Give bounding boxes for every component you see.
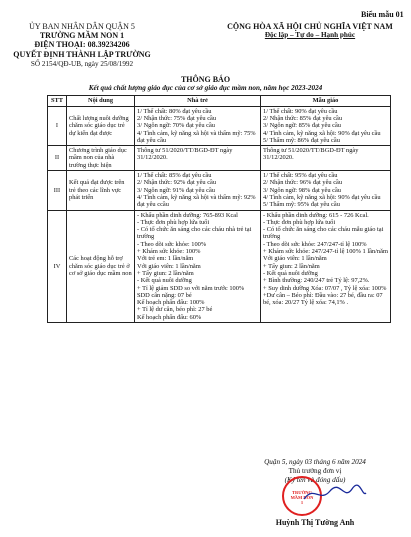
row-nha-tre-cell — [135, 106, 261, 145]
cell-line: Thông tư 51/2020/TT/BGD-ĐT ngày 31/12/2020. — [263, 147, 359, 162]
header-mau-giao: Mẫu giáo — [261, 96, 391, 107]
cell-line: Với giáo viên: 1 lần/năm — [263, 255, 327, 263]
cell-line: - Kết quả nuôi dưỡng — [263, 269, 318, 277]
signing-date: Quận 5, ngày 03 tháng 6 năm 2024 — [264, 458, 366, 466]
row-mau-giao-cell — [261, 210, 391, 322]
cell-line: SDD cân nặng: 07 bé — [137, 291, 192, 299]
quality-results-table — [47, 95, 391, 323]
cell-line: + Bình thường: 240/247 trẻ Tỷ lệ: 97,2%. — [263, 277, 370, 285]
row-content: Chương trình giáo dục mầm non của nhà trường thực hiện — [67, 146, 135, 171]
header-content: Nội dung — [67, 96, 135, 107]
cell-line: + Khám sức khỏe: 100% — [137, 248, 201, 256]
issuer-district: ỦY BAN NHÂN DÂN QUẬN 5 — [29, 22, 135, 31]
cell-line: 2/ Nhận thức: 96% đạt yêu cầu — [263, 179, 343, 187]
cell-line: + Khám sức khỏe: 247/247-tỉ lệ 100% 1 lần/năm — [263, 248, 388, 256]
cell-line: - Có tổ chức ăn sáng cho các cháu mẫu giáo tại trường — [263, 226, 384, 241]
cell-line: +Dư cân – Béo phì: Đầu vào: 27 bé, đầu ra: 07 bé, xóa: 20/27 Tỷ lệ xóa: 74,1% . — [263, 291, 383, 307]
cell-line: Kế hoạch phấn đấu: 60% — [137, 313, 202, 321]
signer-name: Huỳnh Thị Tường Anh — [275, 518, 355, 527]
cell-line: - Theo dõi sức khỏe: 100% — [137, 240, 207, 248]
cell-line: - Kết quả nuôi dưỡng — [137, 277, 192, 285]
cell-line: 3/ Ngôn ngữ: 70% đạt yêu cầu — [137, 122, 216, 130]
sign-note: (Ký tên và đóng dấu) — [284, 476, 346, 484]
issuer-decision: QUYẾT ĐỊNH THÀNH LẬP TRƯỜNG — [13, 50, 151, 59]
row-stt: IV — [48, 210, 67, 322]
row-stt: II — [48, 146, 67, 171]
row-content: Kết quả đạt được trên trẻ theo các lĩnh vực phát triển — [67, 171, 135, 210]
cell-line: Với giáo viên: 1 lần/năm — [137, 262, 201, 270]
issuer-school: TRƯỜNG MẦM NON 1 — [39, 31, 125, 40]
stamp-text: TRƯỜNG MẦM NON 1 — [290, 490, 314, 505]
signature-mark — [300, 483, 370, 505]
cell-line: 1/ Thể chất: 95% đạt yêu cầu — [263, 172, 338, 180]
row-nha-tre-cell — [135, 146, 261, 171]
cell-line: + Tẩy giun: 2 lần/năm — [263, 262, 320, 270]
cell-line: - Có tổ chức ăn sáng cho các cháu nhà trẻ tại trường — [137, 226, 252, 241]
cell-line: 2/ Nhận thức: 75% đạt yêu cầu — [137, 114, 217, 122]
cell-line: 5/ Thẩm mỹ: 95% đạt yêu cầu — [263, 201, 340, 209]
nation-motto: Độc lập – Tự do – Hạnh phúc — [264, 31, 356, 39]
issuer-decision-number: SỐ 2154/QĐ-UB, ngày 25/08/1992 — [30, 60, 134, 68]
cell-line: - Thực đơn phù hợp lứa tuổi — [263, 218, 336, 226]
cell-line: - Khẩu phần dinh dưỡng: 615 - 726 Kcal. — [263, 211, 369, 219]
cell-line: 2/ Nhận thức: 92% đạt yêu cầu — [137, 179, 217, 187]
cell-line: 1/ Thể chất: 90% đạt yêu cầu — [263, 107, 338, 115]
cell-line: 3/ Ngôn ngữ: 85% đạt yêu cầu — [263, 122, 342, 130]
header-stt: STT — [48, 96, 67, 107]
row-nha-tre-cell — [135, 171, 261, 210]
form-label: Biểu mẫu 01 — [361, 10, 404, 19]
cell-line: 4/ Tình cảm, kỹ năng xã hội: 90% đạt yêu cầu — [263, 129, 381, 137]
issuer-phone: ĐIỆN THOẠI: 08.39234206 — [34, 40, 130, 49]
cell-line: 4/ Tình cảm, kỹ năng xã hội: 90% đạt yêu cầu — [263, 193, 381, 201]
table-row — [48, 106, 391, 145]
cell-line: Với trẻ em: 1 lần/năm — [137, 255, 194, 263]
row-nha-tre-cell — [135, 210, 261, 322]
header-nha-tre: Nhà trẻ — [135, 96, 261, 107]
row-mau-giao-cell — [261, 171, 391, 210]
table-row — [48, 146, 391, 171]
cell-line: 4/ Tình cảm, kỹ năng xã hội và thẩm mỹ: 92% đạt yêu ccầu — [137, 193, 256, 209]
nation-title: CỘNG HÒA XÃ HỘI CHỦ NGHĨA VIỆT NAM — [227, 22, 393, 31]
cell-line: 1/ Thể chất: 80% đạt yêu cầu — [137, 107, 212, 115]
cell-line: 3/ Ngôn ngữ: 98% đạt yêu cầu — [263, 186, 342, 194]
table-header-row — [48, 96, 391, 107]
row-mau-giao-cell — [261, 106, 391, 145]
cell-line: 1/ Thể chất: 85% đạt yêu cầu — [137, 172, 212, 180]
signer-role: Thủ trưởng đơn vị — [288, 467, 342, 475]
table-row — [48, 210, 391, 322]
cell-line: + Suy dinh dưỡng Xóa: 07/07 , Tỷ lệ xóa: 100% — [263, 284, 387, 292]
row-mau-giao-cell — [261, 146, 391, 171]
row-content: Các hoạt động hỗ trợ chăm sóc giáo dục trẻ ở cơ sở giáo dục mầm non — [67, 210, 135, 322]
cell-line: 5/ Thẩm mỹ: 86% đạt yêu cầu — [263, 136, 340, 144]
cell-line: - Khẩu phần dinh dưỡng: 765-893 Kcal — [137, 211, 238, 219]
cell-line: 4/ Tình cảm, kỹ năng xã hội và thẩm mỹ: 75% đạt yêu cầu — [137, 129, 256, 144]
cell-line: 2/ Nhận thức: 85% đạt yêu cầu — [263, 114, 343, 122]
cell-line: 3/ Ngôn ngữ: 91% đạt yêu cầu — [137, 186, 216, 194]
cell-line: + Tẩy giun: 2 lần/năm — [137, 269, 194, 277]
cell-line: - Theo dõi sức khỏe: 247/247-tỉ lệ 100% — [263, 240, 367, 248]
row-content: Chất lượng nuôi dưỡng chăm sóc giáo dục trẻ dự kiến đạt được — [67, 106, 135, 145]
cell-line: Kế hoạch phấn đấu: 100% — [137, 299, 205, 307]
row-stt: I — [48, 106, 67, 145]
notice-title: THÔNG BÁO — [180, 75, 231, 84]
row-stt: III — [48, 171, 67, 210]
cell-line: + Tỉ lệ dư cân, béo phì: 27 bé — [137, 306, 213, 314]
notice-subtitle: Kết quả chất lượng giáo dục của cơ sở giáo dục mầm non, năm học 2023-2024 — [88, 84, 323, 92]
table-row — [48, 171, 391, 210]
cell-line: Thông tư 51/2020/TT/BGD-ĐT ngày 31/12/2020. — [137, 147, 233, 162]
cell-line: + Tỉ lệ giảm SDD so với năm trước 100% — [137, 284, 245, 292]
cell-line: - Thực đơn phù hợp lứa tuổi — [137, 218, 210, 226]
